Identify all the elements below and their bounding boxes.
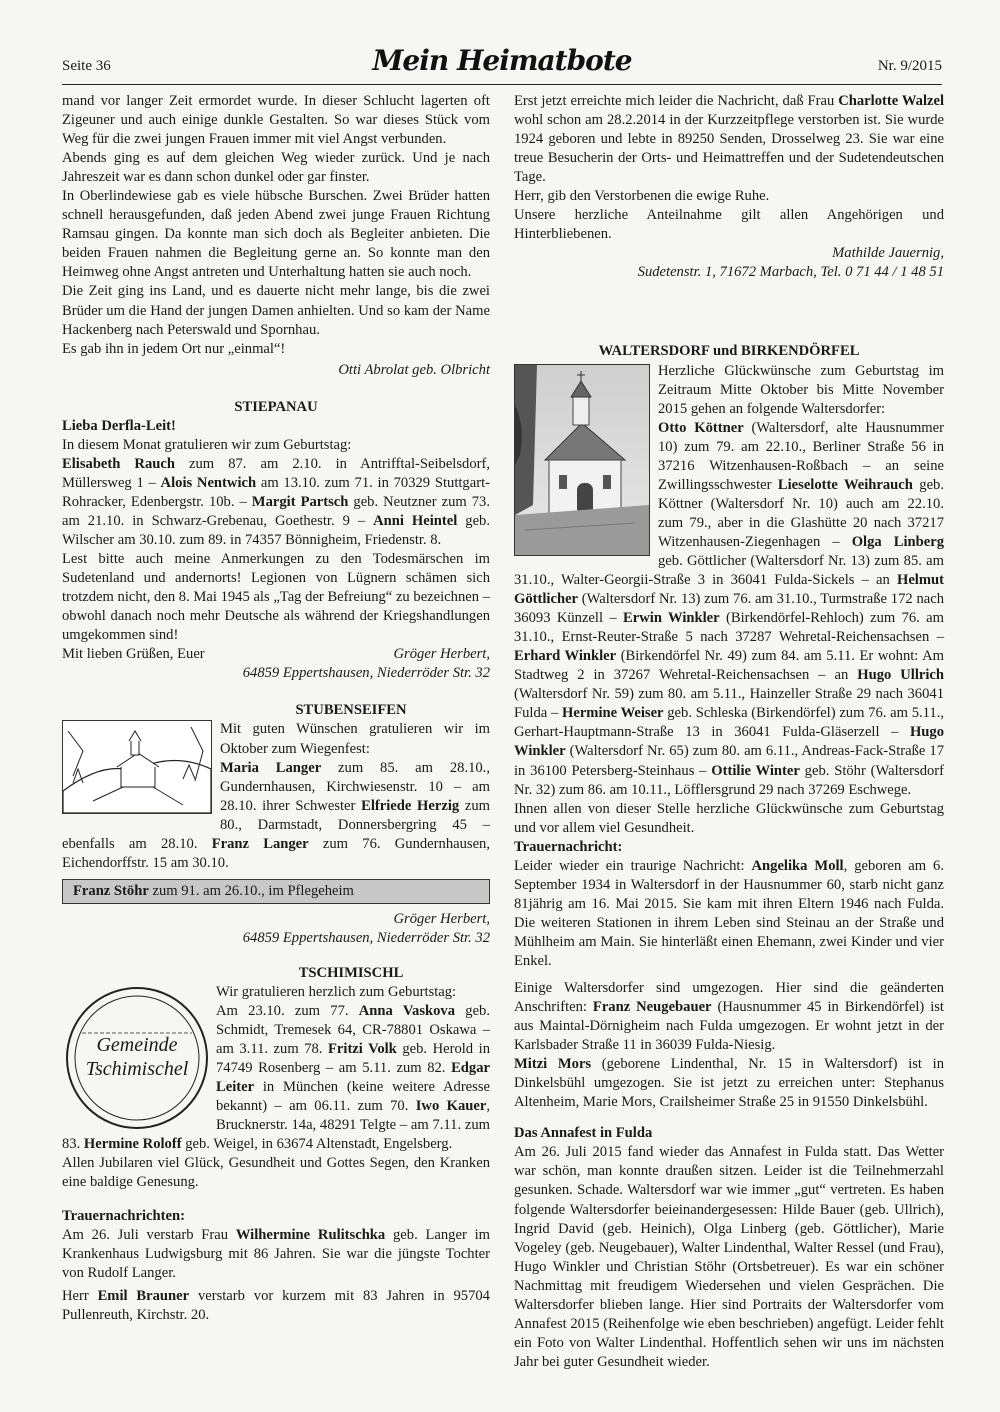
prayer-line: Herr, gib den Verstorbenen die ewige Ruhe. [514, 188, 770, 205]
municipal-stamp-image [62, 983, 212, 1133]
author-signature: Mathilde Jauernig, [832, 245, 944, 262]
section-title-waltersdorf: WALTERSDORF und BIRKENDÖRFEL [598, 343, 860, 360]
intro-paragraph: Es gab ihn in jedem Ort nur „einmal“! [62, 340, 286, 357]
intro-paragraph: mand vor langer Zeit ermordet wurde. In dieser Schlucht lagerten oft Zigeuner und auch einige dunkle Gestalten. So war dieses Stück vom Weg für die zwei jungen Frauen immer mit viel Angst verbunden. [62, 93, 490, 148]
author-signature: Otti Abrolat geb. Olbricht [338, 361, 490, 378]
highlight-box: Franz Stöhr zum 91. am 26.10., im Pflegeheim [62, 879, 490, 904]
masthead-logo: Mein Heimatbote [372, 44, 632, 77]
church-drawing-image [62, 720, 212, 814]
mourning-text: Leider wieder ein traurige Nachricht: Angelika Moll, geboren am 6. September 1934 in Waltersdorf in der Hausnummer 60, starb nicht ganz 81jährig am 16. Mai 2015. Sie kam mit ihren Eltern 1946 nach Fulda. Die weiteren Stationen in ihrem Leben sind Steinau an der Straße und Mühlheim am Main. Sie hinterläßt einen Ehemann, zwei Kinder und vier Enkel. [514, 857, 945, 969]
left-column [62, 92, 490, 1325]
author-address: 64859 Eppertshausen, Niederröder Str. 32 [242, 665, 490, 682]
note-paragraph: Lest bitte auch meine Anmerkungen zu den Todesmärschen im Sudetenland und andernorts! Legionen von Lügnern schämen sich trotzdem nicht, den 8. Mai 1945 als „Tag der Befreiung“ zu bezeichnen – obwohl danach noch mehr Deutsche als während der Kriegshandlungen umgekommen sind! [62, 551, 490, 644]
birthday-list: Am 23.10. zum 77. Anna Vaskova geb. Schmidt, Tremesek 64, CR-78801 Oskawa – am 3.11. zum 78. Fritzi Volk geb. Herold in 74749 Rosenberg – am 5.11. zum 82. Edgar Leiter in München (keine weitere Adresse bekannt) – am 06.11. zum 70. Iwo Kauer, Brucknerstr. 14a, 48291 Telgte – am 7.11. zum 83. Hermine Roloff geb. Weigel, in 63674 Altenstadt, Engelsberg. [62, 1003, 490, 1153]
page-header [62, 44, 942, 85]
condolence-line: Unsere herzliche Anteilnahme gilt allen Angehörigen und Hinterbliebenen. [514, 207, 944, 243]
birthday-list: Maria Langer zum 85. am 28.10., Gundernhausen, Kirchwiesenstr. 10 – am 28.10. ihrer Schwester Elfriede Herzig zum 80., Darmstadt, Donnersbergring 45 – ebenfalls am 28.10. Franz Langer zum 76. Gundernhausen, Eichendorffstr. 15 am 30.10. [62, 759, 490, 871]
chapel-photo-image [514, 364, 650, 556]
section-title-tschimischl: TSCHIMISCHL [298, 964, 404, 981]
mourning-text: Herr Emil Brauner verstarb vor kurzem mit 83 Jahren in 95704 Pullenreuth, Kirchstr. 20. [62, 1287, 490, 1323]
section-title-stiepanau: STIEPANAU [234, 398, 318, 415]
birthday-list: Elisabeth Rauch zum 87. am 2.10. in Antrifftal-Seibelsdorf, Müllersweg 1 – Alois Nentwich am 13.10. zum 71. in 70329 Stuttgart-Rohracker, Edenbergstr. 10b. – Margit Partsch geb. Neutzner zum 73. am 21.10. in Schwarz-Grebenau, Goethestr. 9 – Anni Heintel geb. Wilscher am 30.10. zum 89. in 74357 Bönnigheim, Friedenstr. 8. [62, 455, 491, 549]
closing-line: Mit lieben Grüßen, Euer Gröger Herbert, [62, 646, 490, 663]
annafest-text: Am 26. Juli 2015 fand wieder das Annafest in Fulda statt. Das Wetter war schön, man konnte draußen sitzen. Leider ist die Teilnehmerzahl gesunken. Schade. Waltersdorf war wie immer „gut“ vertreten. Es haben folgende Waltersdorfer beieinandergesessen: Hilde Bauer (geb. Ullrich), Ingrid David (geb. Heinich), Olga Linberg (geb. Göttlicher), Marie Vogeley (geb. Neugebauer), Walter Lindenthal, Walter Ressel (und Frau), Hugo Winkler und Christian Stöhr (Ortsbetreuer). Es war ein schöner Nachmittag mit freudigem Wiedersehen und vielen Gesprächen. Die Waltersdorfer blieben lange. Hier sind Portraits der Waltersdorfer vom Annafest 2015 (Reihenfolge wie eben beschrieben) angefügt. Leider fehlt ein Foto von Walter Lindenthal. Hoffentlich sehen wir uns im nächsten Jahr bei guter Gesundheit wieder. [514, 1144, 944, 1370]
obituary-paragraph: Erst jetzt erreichte mich leider die Nachricht, daß Frau Charlotte Walzel wohl schon am 28.2.2014 in der Kurzzeitpflege verstorben ist. Sie wurde 1924 geboren und lebte in 89250 Senden, Drosselweg 23. Sie war eine treue Besucherin der Orts- und Heimattreffen und der Sudetendeutschen Tage. [514, 93, 945, 186]
right-column [514, 92, 944, 1372]
mourning-title: Trauernachrichten: [62, 1207, 185, 1224]
author-address: Sudetenstr. 1, 71672 Marbach, Tel. 0 71 44 / 1 48 51 [637, 264, 944, 281]
author-signature: Gröger Herbert, [393, 910, 490, 927]
relocation-paragraph: Mitzi Mors (geborene Lindenthal, Nr. 15 in Waltersdorf) ist in Dinkelsbühl umgezogen. Sie ist jetzt zu erreichen unter: Stephanus Altenheim, Marie Mors, Crailsheimer Straße 25 in 91550 Dinkelsbühl. [514, 1056, 944, 1111]
lead-text: Wir gratulieren herzlich zum Geburtstag: [216, 984, 457, 1001]
annafest-title: Das Annafest in Fulda [514, 1125, 653, 1142]
section-title-stubenseifen: STUBENSEIFEN [295, 702, 407, 719]
intro-paragraph: In Oberlindewiese gab es viele hübsche Burschen. Zwei Brüder hatten schnell herausgefunden, daß jeden Abend zwei junge Frauen Richtung Ramsau gingen. Da konnte man sich doch als Begleiter anbieten. Die beiden Frauen nahmen die Begleitung gerne an. So konnte man den Heimweg ohne Angst antreten und Unterhaltung hatten sie auch noch. [62, 188, 490, 281]
intro-paragraph: Abends ging es auf dem gleichen Weg wieder zurück. Und je nach Jahreszeit war es dann schon dunkel oder gar finster. [62, 150, 490, 186]
greeting: Lieba Derfla-Leit! [62, 417, 176, 434]
page-number: Seite 36 [62, 58, 111, 74]
lead-text: Herzliche Glückwünsche zum Geburtstag im Zeitraum Mitte Oktober bis Mitte November 2015 gehen an folgende Waltersdorfer: [658, 362, 944, 417]
intro-paragraph: Die Zeit ging ins Land, und es dauerte nicht mehr lange, bis die zwei Brüder um die Hand der jungen Damen anhielten. Und so kam der Name Hackenberg nach Peterswald und Spornhau. [62, 283, 490, 338]
relocation-paragraph: Einige Waltersdorfer sind umgezogen. Hier sind die geänderten Anschriften: Franz Neugebauer (Hausnummer 45 in Birkendörfel) ist aus Maintal-Dörnigheim nach Fulda umgezogen. Er wohnt jetzt in der Karlsbader Straße 11 in 36039 Fulda-Niesig. [514, 980, 944, 1054]
stamp-label: Gemeinde [96, 1034, 178, 1057]
mourning-title: Trauernachricht: [514, 838, 623, 855]
mourning-text: Am 26. Juli verstarb Frau Wilhermine Rulitschka geb. Langer im Krankenhaus Ludwigsburg mit 86 Jahren. Sie war die jüngste Tochter von Rudolf Langer. [62, 1226, 490, 1281]
issue-number: Nr. 9/2015 [877, 58, 942, 74]
lead-text: Mit guten Wünschen gratulieren wir im Oktober zum Wiegenfest: [220, 721, 490, 757]
author-address: 64859 Eppertshausen, Niederröder Str. 32 [242, 929, 490, 946]
wish-paragraph: Ihnen allen von dieser Stelle herzliche Glückwünsche zum Geburtstag und vor allem viel Gesundheit. [514, 800, 944, 836]
birthday-list: Otto Köttner (Waltersdorf, alte Hausnummer 10) zum 79. am 22.10., Berliner Straße 56 in 37216 Witzenhausen-Roßbach – an seine Zwillingsschwester Lieselotte Weihrauch geb. Köttner (Waltersdorf Nr. 10) auch am 22.10. zum 79., aber in die Glashütte 20 nach 37217 Witzenhausen-Ziegenhagen – Olga Linberg geb. Göttlicher (Waltersdorf Nr. 13) zum 85. am 31.10., Walter-Georgii-Straße 3 in 36041 Fulda-Sickels – an Helmut Göttlicher (Waltersdorf Nr. 13) zum 76. am 31.10., Turmstraße 172 nach 36093 Künzell – Erwin Winkler (Birkendörfel-Rehloch) zum 76. am 31.10., Ernst-Reuter-Straße 5 nach 37287 Wehretal-Reichensachsen – Erhard Winkler (Birkendörfel Nr. 49) zum 84. am 5.11. Er wohnt: Am Stadtweg 2 in 37267 Wehretal-Reichensachsen – an Hugo Ullrich (Waltersdorf Nr. 59) zum 80. am 5.11., Hainzeller Straße 29 nach 36041 Fulda – Hermine Weiser geb. Schleska (Birkendörfel) zum 76. am 5.11., Gerhart-Hauptmann-Straße 13 in 36041 Fulda-Gläserzell – Hugo Winkler (Waltersdorf Nr. 65) zum 80. am 6.11., Andreas-Fack-Straße 17 in 36100 Petersberg-Steinhaus – Ottilie Winter geb. Stöhr (Waltersdorf Nr. 32) zum 86. am 10.11., Löfflersgrund 29 nach 37269 Eschwege. [514, 419, 945, 798]
lead-text: In diesem Monat gratulieren wir zum Geburtstag: [62, 436, 352, 453]
wish-paragraph: Allen Jubilaren viel Glück, Gesundheit und Gottes Segen, den Kranken eine baldige Genesung. [62, 1155, 490, 1191]
stamp-label: Tschimischel [85, 1058, 189, 1081]
